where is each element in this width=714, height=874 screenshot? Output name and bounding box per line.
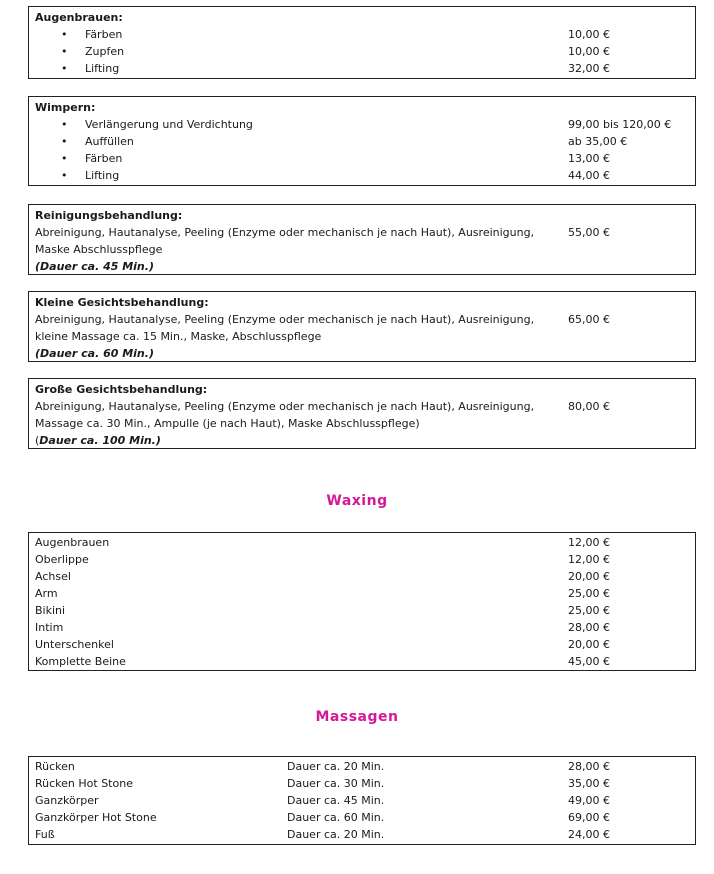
- grosse-duration-prefix: (: [35, 434, 40, 447]
- grosse-price: 80,00 €: [568, 400, 610, 413]
- wimpern-title: Wimpern:: [35, 101, 96, 114]
- list-item: • Lifting 44,00 €: [61, 169, 610, 182]
- bullet-icon: •: [61, 62, 68, 75]
- table-row: Rücken Dauer ca. 20 Min. 28,00 €: [35, 760, 610, 773]
- kleine-title: Kleine Gesichtsbehandlung:: [35, 296, 209, 309]
- grosse-duration-line: [35, 432, 689, 449]
- bullet-icon: •: [61, 169, 68, 182]
- price: 13,00 €: [568, 152, 610, 165]
- reinigung-box: [28, 204, 696, 275]
- reinigung-title: Reinigungsbehandlung:: [35, 209, 183, 222]
- kleine-desc-line1: Abreinigung, Hautanalyse, Peeling (Enzyme oder mechanisch je nach Haut), Ausreinigung,: [35, 313, 535, 326]
- table-row: Intim 28,00 €: [35, 621, 610, 634]
- reinigung-price: 55,00 €: [568, 226, 610, 239]
- augenbrauen-box: [28, 6, 696, 79]
- table-row: Augenbrauen 12,00 €: [35, 536, 610, 549]
- table-row: Arm 25,00 €: [35, 587, 610, 600]
- price: ab 35,00 €: [568, 135, 628, 148]
- reinigung-duration: (Dauer ca. 45 Min.): [35, 260, 154, 273]
- price: 10,00 €: [568, 45, 610, 58]
- list-item: • Färben 13,00 €: [61, 152, 610, 165]
- bullet-icon: •: [61, 45, 68, 58]
- table-row: Fuß Dauer ca. 20 Min. 24,00 €: [35, 828, 610, 841]
- table-row: Ganzkörper Dauer ca. 45 Min. 49,00 €: [35, 794, 610, 807]
- augenbrauen-title: Augenbrauen:: [35, 11, 123, 24]
- bullet-icon: •: [61, 135, 68, 148]
- kleine-box: [28, 291, 696, 362]
- table-row: Achsel 20,00 €: [35, 570, 610, 583]
- reinigung-desc-line1: Abreinigung, Hautanalyse, Peeling (Enzyme oder mechanisch je nach Haut), Ausreinigung,: [35, 226, 535, 239]
- list-item: • Zupfen 10,00 €: [61, 45, 610, 58]
- bullet-icon: •: [61, 118, 68, 131]
- table-row: Ganzkörper Hot Stone Dauer ca. 60 Min. 69,00 €: [35, 811, 610, 824]
- price: 32,00 €: [568, 62, 610, 75]
- waxing-box: [28, 532, 696, 671]
- grosse-desc-line2: Massage ca. 30 Min., Ampulle (je nach Haut), Maske Abschlusspflege): [35, 417, 420, 430]
- wimpern-box: [28, 96, 696, 186]
- price: 44,00 €: [568, 169, 610, 182]
- waxing-title: Waxing: [326, 493, 388, 509]
- list-item: • Auffüllen ab 35,00 €: [61, 135, 628, 148]
- kleine-price: 65,00 €: [568, 313, 610, 326]
- grosse-desc-line1: Abreinigung, Hautanalyse, Peeling (Enzyme oder mechanisch je nach Haut), Ausreinigung,: [35, 400, 535, 413]
- kleine-duration: (Dauer ca. 60 Min.): [35, 347, 154, 360]
- grosse-title: Große Gesichtsbehandlung:: [35, 383, 208, 396]
- list-item: • Verlängerung und Verdichtung 99,00 bis 120,00 €: [61, 118, 672, 131]
- price: 10,00 €: [568, 28, 610, 41]
- table-row: Bikini 25,00 €: [35, 604, 610, 617]
- bullet-icon: •: [61, 152, 68, 165]
- list-item: • Lifting 32,00 €: [61, 62, 610, 75]
- massagen-title: Massagen: [315, 709, 399, 725]
- table-row: Unterschenkel 20,00 €: [35, 638, 610, 651]
- grosse-duration: Dauer ca. 100 Min.): [39, 434, 161, 447]
- bullet-icon: •: [61, 28, 68, 41]
- table-row: Oberlippe 12,00 €: [35, 553, 610, 566]
- kleine-desc-line2: kleine Massage ca. 15 Min., Maske, Abschlusspflege: [35, 330, 322, 343]
- table-row: Komplette Beine 45,00 €: [35, 655, 610, 668]
- list-item: • Färben 10,00 €: [61, 28, 610, 41]
- reinigung-desc-line2: Maske Abschlusspflege: [35, 243, 163, 256]
- price: 99,00 bis 120,00 €: [568, 118, 672, 131]
- massagen-box: [28, 756, 696, 845]
- grosse-box: [28, 378, 696, 449]
- table-row: Rücken Hot Stone Dauer ca. 30 Min. 35,00 €: [35, 777, 610, 790]
